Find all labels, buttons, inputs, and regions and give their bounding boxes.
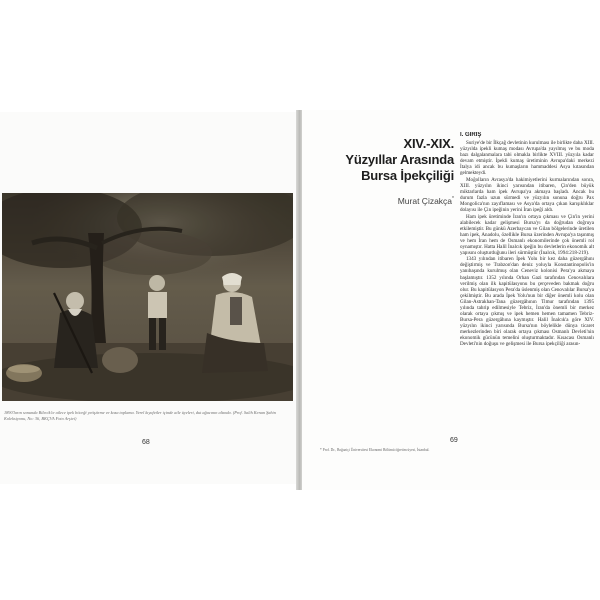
historical-photograph — [2, 193, 293, 401]
page-number-left: 68 — [142, 439, 150, 446]
paragraph: Moğolların Avrasya'da hakimiyetlerini kurmalarından sonra, XIII. yüzyılın ikinci yarısından itibaren, Çin'den büyük miktarlarda ham ipek Avrupa'ya akmaya başladı. Ancak bu durum fazla uzun sürmedi ve yüzyılın sonuna doğru Pax Mongolica'nın zayıflaması ve Asya'da ortaya çıkan karışıklıklar dolayısı ile Çin ipeğinin yerini İran ipeği aldı. — [460, 176, 594, 214]
title-line-3: Bursa İpekçiliği — [361, 168, 454, 183]
paragraph: Ham ipek üretiminde İran'ın ortaya çıkması ve Çin'in yerini alabilecek kadar gelişmesi Bursa'yı da doğrudan doğruya etkilemiştir. Bu günkü Azerbaycan ve Gilan bölgelerinde üretilen ham ipek, Anadolu, özellikle Bursa üzerinden Avrupa'ya taşınmış ve hem İran hem de Osmanlı ekonomilerinde çok önemli rol oynamıştır. Hatta Halil İnalcık ipeğin bu devletlerin ekonomik alt yapısını oluşturduğunu ileri sürmüştür (İnalcık, 1994:218-219). — [460, 213, 594, 256]
title-line-1: XIV.-XIX. — [403, 136, 454, 151]
paragraph: Suriye'de bir İlkçağ devletinin kurulması ile birlikte daha XIII. yüzyılda ipekli kumaş modası Avrupa'da yayılmış ve bu moda bazı dalgalanmalara tabi olmakla birlikte XVIII. yüzyıla kadar devam etmiştir. İpekli kumaş üretiminin Avrupa'daki merkezi İtalya idi ancak bu kumaşların hammaddesi Asya kıtasından gelmekteydi. — [460, 140, 594, 177]
book-spread — [0, 110, 600, 490]
article-author — [398, 196, 454, 206]
footnote: * Prof. Dr., Boğaziçi Üniversitesi Ekonomi Bölümü öğretim üyesi, İstanbul. — [320, 448, 430, 452]
author-name: Murat Çizakça — [397, 196, 453, 206]
title-line-2: Yüzyıllar Arasında — [345, 152, 454, 167]
author-footnote-mark: * — [452, 196, 454, 203]
right-page — [302, 110, 600, 490]
page-number-right: 69 — [450, 437, 458, 444]
left-page — [0, 112, 298, 484]
paragraph: 1343 yılından itibaren İpek Yolu bir kez daha güzergâhını değiştirmiş ve Trabzon'dan deniz yoluyla Konstantinopolis'in yanıbaşında kurulmuş olan Ceneviz kolonisi Pera'ya akmaya başlamıştır. 1352 yılında Orhan Gazi tarafından Cenovalılara verilmiş olan ilk kapitülasyonu bu çerçeveden bakmak doğru olur. Bu kapitülasyon Pera'da üslenmiş olan Cenovalılar Bursa'ya çekilmiştir. Bu arada İpek Yolu'nun bir diğer önemli kolu olan Gilan-Astrakhan-Tana güzergâhının Timur tarafından 1395 yılında tahrip edilmesiyle Tebriz, İran'da önemli bir merkez olarak ortaya çıkmış ve ipek hemen hemen tamamen Tebriz-Bursa-Pera güzergâhına kaymıştır. Halil İnalcık'a göre XIV. yüzyılın ikinci yarısında Bursa'nın böylelikle dünya ticaret merkezlerinden biri olarak ortaya çıkması Osmanlı Devleti'nin ekonomik gücünün temelini oluşturmaktadır. Kısacası Osmanlı Devleti'nin doğuşu ve gelişmesi ile Bursa ipekçiliği arasın- — [460, 256, 594, 348]
article-body — [460, 132, 594, 440]
photo-caption: 1890'ların sonunda Bilecik'te ailece ipek böceği yetiştirme ve koza toplama. Yerel kıyafetler içinde aile üyeleri, dut ağacının altında. (Prof. Salih Kenan Şahin Koleksiyonu, No: 36, BKÇVA Foto Arşivi) — [4, 410, 276, 421]
article-title — [304, 136, 454, 184]
section-heading: I. GİRİŞ — [460, 132, 482, 138]
